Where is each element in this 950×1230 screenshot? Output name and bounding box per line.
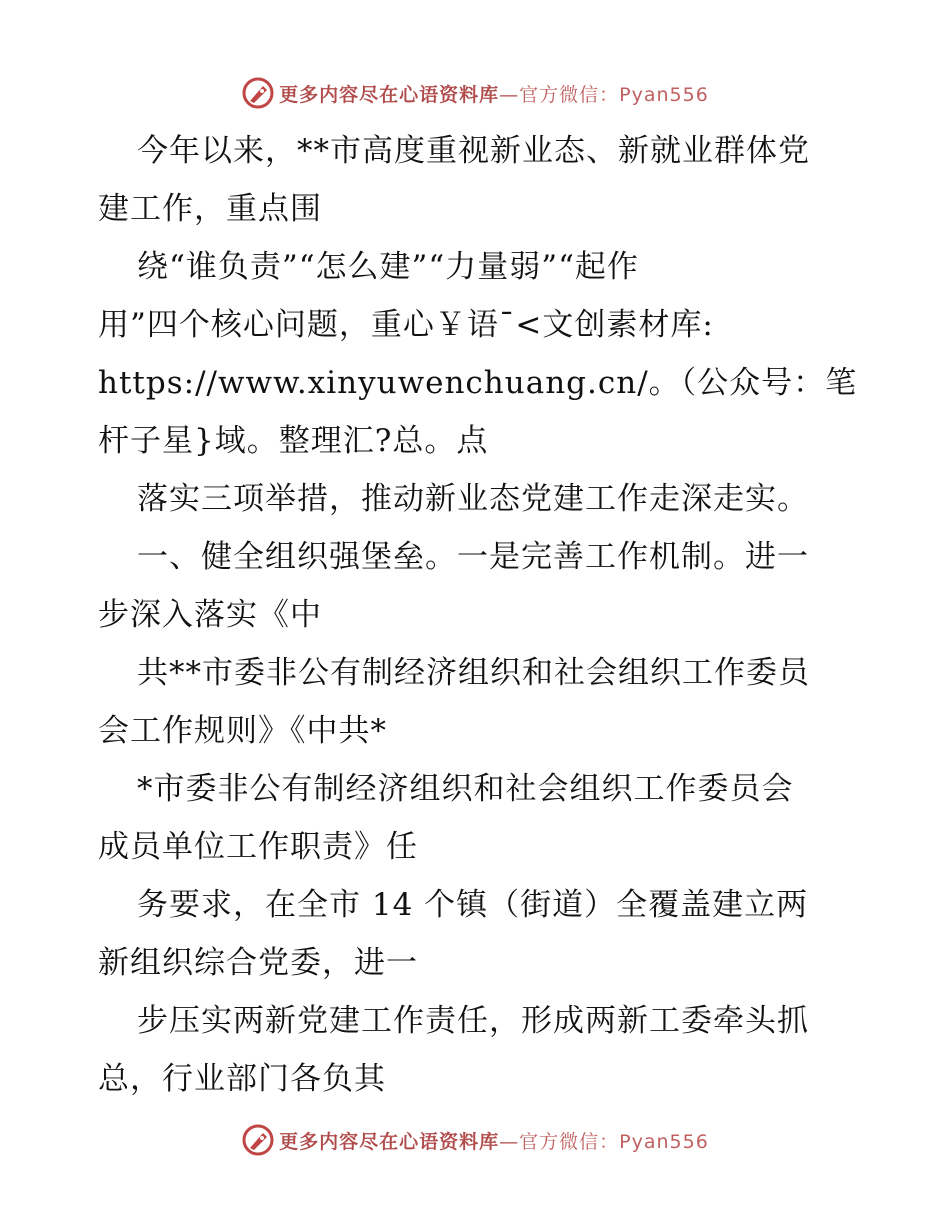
- text-line: *市委非公有制经济组织和社会组织工作委员会: [137, 771, 794, 807]
- text-line: 一、健全组织强堡垒。一是完善工作机制。进一: [137, 539, 809, 575]
- document-body: [98, 122, 858, 1108]
- text-line: 成员单位工作职责》任: [98, 829, 418, 865]
- watermark-text: [279, 1127, 709, 1154]
- pen-nib-logo-icon: [241, 1123, 275, 1157]
- watermark-text: [279, 80, 709, 107]
- text-line: 杆子星}域。整理汇?总。点: [98, 423, 489, 459]
- text-line: 落实三项举措，推动新业态党建工作走深走实。: [137, 481, 809, 517]
- watermark-brand: 更多内容尽在心语资料库: [279, 1130, 500, 1153]
- text-line: 步深入落实《中: [98, 597, 322, 633]
- text-line: 建工作，重点围: [98, 191, 322, 227]
- text-line: 绕“谁负责”“怎么建”“力量弱”“起作: [137, 249, 639, 285]
- watermark-contact: 官方微信：Pyan556: [519, 83, 709, 106]
- header-watermark: [0, 73, 950, 113]
- watermark-dash: —: [499, 1130, 520, 1153]
- footer-watermark: [0, 1120, 950, 1160]
- watermark-brand: 更多内容尽在心语资料库: [279, 83, 500, 106]
- text-line: 总，行业部门各负其: [98, 1061, 386, 1097]
- text-line: 新组织综合党委，进一: [98, 945, 418, 981]
- text-line: 步压实两新党建工作责任，形成两新工委牵头抓: [137, 1003, 809, 1039]
- text-line: 今年以来，**市高度重视新业态、新就业群体党: [137, 133, 810, 169]
- text-line: 共**市委非公有制经济组织和社会组织工作委员: [137, 655, 810, 691]
- text-line: 用”四个核心问题，重心￥语¯<文创素材库:: [98, 307, 714, 343]
- text-line: 务要求，在全市 14 个镇（街道）全覆盖建立两: [137, 887, 809, 923]
- text-line: https://www.xinyuwenchuang.cn/。（公众号：笔: [98, 365, 858, 401]
- pen-nib-logo-icon: [241, 76, 275, 110]
- watermark-contact: 官方微信：Pyan556: [519, 1130, 709, 1153]
- watermark-dash: —: [499, 83, 520, 106]
- text-line: 会工作规则》《中共*: [98, 713, 387, 749]
